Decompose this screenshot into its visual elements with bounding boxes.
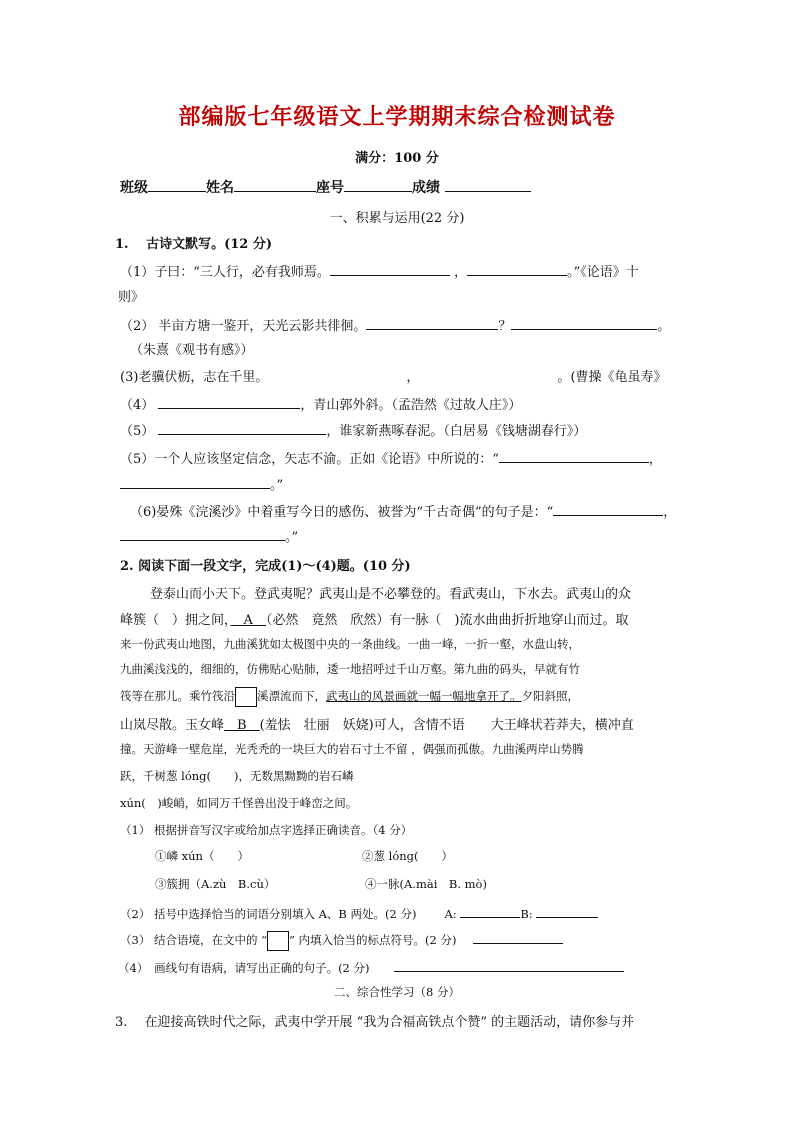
seat-blank[interactable] xyxy=(344,177,412,192)
q2-sub-1c: ③簇拥（A.zù B.cù） xyxy=(155,877,276,891)
score-blank[interactable] xyxy=(445,177,531,192)
passage-line: 撞。天游峰一壁危崖，光秃秃的一块巨大的岩石寸土不留 ，偶强而孤傲。九曲溪两岸山势腾 xyxy=(120,742,584,756)
q3-text: 3. 在迎接高铁时代之际，武夷中学开展 “我为合福高铁点个赞” 的主题活动，请你参与并 xyxy=(115,1015,635,1030)
answer-blank[interactable] xyxy=(473,929,563,944)
exam-title: 部编版七年级语文上学期期末综合检测试卷 xyxy=(178,104,616,130)
q2-sub-1: （1） 根据拼音写汉字或给加点字选择正确读音。（4 分） xyxy=(120,823,413,837)
answer-blank[interactable] xyxy=(158,420,326,435)
q2-sub-3: （3） 结合语境，在文中的 “ ” 内填入恰当的标点符号。(2 分) xyxy=(120,929,563,951)
name-blank[interactable] xyxy=(234,177,316,192)
class-blank[interactable] xyxy=(148,177,206,192)
q1-item-1-cont: 则》 xyxy=(118,290,145,305)
seat-label: 座号 xyxy=(316,180,344,196)
q1-item-6-cont: 。” xyxy=(120,474,283,493)
q1-item-7-cont: 。” xyxy=(120,526,298,545)
answer-blank[interactable] xyxy=(394,957,624,972)
full-score: 满分：100 分 xyxy=(355,151,439,166)
answer-blank[interactable] xyxy=(553,501,663,516)
answer-blank[interactable] xyxy=(366,315,498,330)
passage-line: 山岚尽散。玉女峰 B (羞怯 壮丽 妖娆)可人，含情不语 大王峰状若莽夫，横冲直 xyxy=(120,718,634,733)
q2-sub-4: （4） 画线句有语病，请写出正确的句子。(2 分) xyxy=(118,957,624,976)
score-label: 成绩 xyxy=(412,180,440,196)
passage-line: 九曲溪浅浅的，细细的，仿佛贴心贴肺，逶一地招呼过千山万壑。第九曲的码头，早就有竹 xyxy=(120,662,580,676)
answer-blank[interactable] xyxy=(120,474,270,489)
section-1-heading: 一、积累与运用(22 分) xyxy=(329,211,465,226)
passage-line: 登泰山而小天下。登武夷呢？武夷山是不必攀登的。看武夷山，下水去。武夷山的众 xyxy=(150,587,632,602)
q1-item-7: （6)晏殊《浣溪沙》中着重写今日的感伤、被誉为“千古奇偶”的句子是：“ ， xyxy=(130,501,676,520)
q1-item-2: （2） 半亩方塘一鉴开，天光云影共徘徊。 ？ 。 xyxy=(120,315,670,334)
q1-item-6: （5）一个人应该坚定信念，矢志不渝。正如《论语》中所说的：“ ， xyxy=(120,448,662,467)
passage-line: 来一份武夷山地图，九曲溪犹如太极图中央的一条曲线。一曲一峰，一折一壑，水盘山转， xyxy=(120,637,580,651)
q2-sub-2: （2） 括号中选择恰当的词语分别填入 A、B 两处。(2 分) A: B: xyxy=(120,903,598,922)
answer-blank[interactable] xyxy=(511,315,657,330)
answer-blank[interactable] xyxy=(460,903,520,918)
passage-line: 峰簇（ ）拥之间， A （必然 竟然 欣然）有一脉（ )流水曲曲折折地穿山而过。取 xyxy=(120,613,629,628)
answer-blank[interactable] xyxy=(467,261,567,276)
blank-a[interactable]: A xyxy=(230,613,266,628)
passage-line: 跃，千树葱 lóng( )，无数黑黝黝的岩石嶙 xyxy=(120,769,354,783)
q2-heading: 2. 阅读下面一段文字，完成(1)～(4)题。(10 分) xyxy=(120,559,411,574)
punctuation-box[interactable] xyxy=(267,931,289,951)
q2-sub-1d: ④一脉(A.mài B. mò) xyxy=(365,877,487,891)
passage-line: 筏等在那儿。乘竹筏沿 溪漂流而下，武夷山的风景画就一幅一幅地拿开了。夕阳斜照， xyxy=(120,687,579,707)
q1-item-3: (3)老骥伏枥，志在千里。 ， 。(曹操《龟虽寿》 xyxy=(120,370,667,385)
answer-blank[interactable] xyxy=(499,448,649,463)
answer-blank[interactable] xyxy=(120,526,285,541)
underlined-sentence: 武夷山的风景画就一幅一幅地拿开了。 xyxy=(326,689,522,703)
name-label: 姓名 xyxy=(206,180,234,196)
blank-b[interactable]: B xyxy=(224,718,260,733)
q1-item-1: （1）子曰：“三人行，必有我师焉。 ， 。”《论语》十 xyxy=(120,261,639,280)
section-2-heading: 二、综合性学习（8 分） xyxy=(334,985,460,999)
answer-blank[interactable] xyxy=(158,394,300,409)
q1-heading: 1. 古诗文默写。(12 分) xyxy=(115,237,273,252)
q1-item-2-source: （朱熹《观书有感》） xyxy=(130,343,254,358)
student-info-line xyxy=(120,177,531,197)
punctuation-box[interactable] xyxy=(235,687,257,707)
answer-blank[interactable] xyxy=(536,903,598,918)
q1-item-4: （4） ，青山郭外斜。（孟浩然《过故人庄》） xyxy=(120,394,521,413)
q2-sub-1b: ②葱 lóng( ） xyxy=(362,849,454,863)
answer-blank[interactable] xyxy=(330,261,450,276)
q2-sub-1a: ①嶙 xún（ ） xyxy=(155,849,249,863)
passage-line: xún( )峻峭，如同万千怪兽出没于峰峦之间。 xyxy=(120,796,358,810)
class-label: 班级 xyxy=(120,180,148,196)
q1-item-5: （5） ，谁家新燕啄春泥。（白居易《钱塘湖春行》） xyxy=(120,420,586,439)
